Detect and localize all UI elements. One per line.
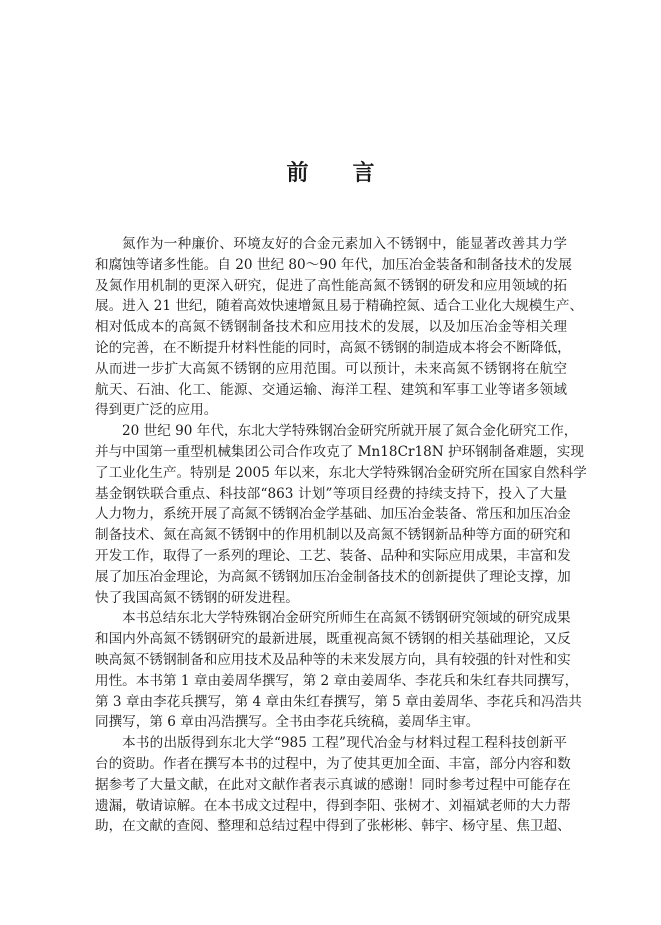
- text-line: 据参考了大量文献，在此对文献作者表示真诚的感谢！同时参考过程中可能存在: [95, 776, 571, 793]
- text-line: 人力物力，系统开展了高氮不锈钢冶金学基础、加压冶金装备、常压和加压冶金: [95, 506, 571, 523]
- title-char-2: 言: [352, 160, 375, 186]
- text-line: 第 3 章由李花兵撰写，第 4 章由朱红春撰写，第 5 章由姜周华、李花兵和冯浩共: [95, 693, 582, 710]
- text-line: 和国内外高氮不锈钢研究的最新进展，既重视高氮不锈钢的相关基础理论，又反: [95, 631, 571, 648]
- text-line: 和腐蚀等诸多性能。自 20 世纪 80～90 年代，加压冶金装备和制备技术的发展: [95, 256, 572, 273]
- paragraph: [95, 608, 582, 733]
- paragraph: [95, 733, 571, 837]
- text-line: 台的资助。作者在撰写本书的过程中，为了使其更加全面、丰富，部分内容和数: [95, 755, 571, 772]
- text-line: 开发工作，取得了一系列的理论、工艺、装备、品种和实际应用成果，丰富和发: [95, 547, 571, 564]
- text-line: 及氮作用机制的更深入研究，促进了高性能高氮不锈钢的研发和应用领域的拓: [95, 277, 567, 294]
- text-line: 展了加压冶金理论，为高氮不锈钢加压冶金制备技术的创新提供了理论支撑，加: [95, 568, 571, 585]
- text-line: 映高氮不锈钢制备和应用技术及品种等的未来发展方向，具有较强的针对性和实: [95, 651, 571, 668]
- page-title: [0, 156, 661, 187]
- text-line: 同撰写，第 6 章由冯浩撰写。全书由李花兵统稿，姜周华主审。: [95, 714, 480, 731]
- text-line: 氮作为一种廉价、环境友好的合金元素加入不锈钢中，能显著改善其力学: [122, 236, 567, 252]
- text-line: 从而进一步扩大高氮不锈钢的应用范围。可以预计，未来高氮不锈钢将在航空: [95, 360, 567, 377]
- text-line: 航天、石油、化工、能源、交通运输、海洋工程、建筑和军事工业等诸多领域: [95, 381, 567, 398]
- text-line: 遗漏，敬请谅解。在本书成文过程中，得到李阳、张树才、刘福斌老师的大力帮: [95, 797, 571, 814]
- text-line: 得到更广泛的应用。: [95, 402, 218, 419]
- text-line: 相对低成本的高氮不锈钢制备技术和应用技术的发展，以及加压冶金等相关理: [95, 319, 567, 336]
- text-line: 本书总结东北大学特殊钢冶金研究所师生在高氮不锈钢研究领域的研究成果: [122, 610, 571, 627]
- paragraph: [95, 421, 587, 608]
- title-char-1: 前: [286, 160, 309, 186]
- text-line: 并与中国第一重型机械集团公司合作攻克了 Mn18Cr18N 护环钢制备难题，实现: [95, 443, 584, 460]
- text-line: 助，在文献的查阅、整理和总结过程中得到了张彬彬、韩宇、杨守星、焦卫超、: [95, 818, 571, 835]
- preface-body: [95, 234, 587, 837]
- text-line: 基金钢铁联合重点、科技部“863 计划”等项目经费的持续支持下，投入了大量: [95, 485, 567, 502]
- text-line: 20 世纪 90 年代，东北大学特殊钢冶金研究所就开展了氮合金化研究工作，: [122, 423, 578, 440]
- paragraph: [95, 234, 584, 421]
- text-line: 制备技术、氮在高氮不锈钢中的作用机制以及高氮不锈钢新品种等方面的研究和: [95, 527, 571, 544]
- text-line: 论的完善，在不断提升材料性能的同时，高氮不锈钢的制造成本将会不断降低，: [95, 339, 571, 356]
- text-line: 用性。本书第 1 章由姜周华撰写，第 2 章由姜周华、李花兵和朱红春共同撰写，: [95, 672, 579, 689]
- text-line: 展。进入 21 世纪，随着高效快速增氮且易于精确控氮、适合工业化大规模生产、: [95, 298, 584, 315]
- text-line: 本书的出版得到东北大学“985 工程”现代冶金与材料过程工程科技创新平: [122, 735, 567, 752]
- text-line: 了工业化生产。特别是 2005 年以来，东北大学特殊钢冶金研究所在国家自然科学: [95, 464, 587, 481]
- text-line: 快了我国高氮不锈钢的研发进程。: [95, 589, 299, 606]
